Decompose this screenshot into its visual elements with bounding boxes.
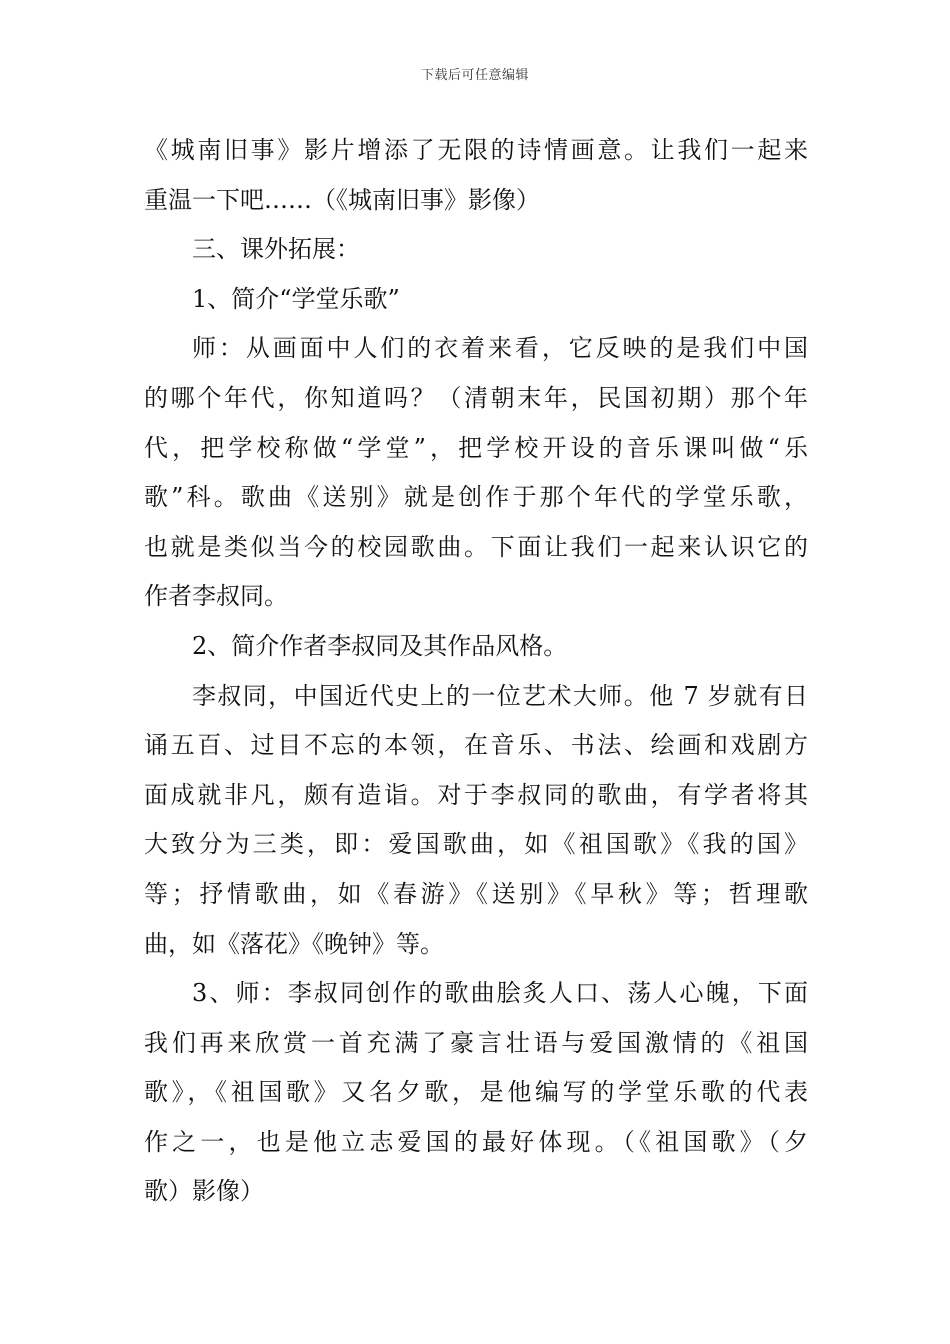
text-line: 歌》，《祖国歌》又名夕歌，是他编写的学堂乐歌的代表 [144,1078,808,1107]
page-header: 下载后可任意编辑 [420,68,529,83]
text-line: 师：从画面中人们的衣着来看，它反映的是我们中国 [192,334,808,363]
text-line: 的哪个年代，你知道吗？（清朝末年，民国初期）那个年 [144,383,808,412]
text-line: 重温一下吧……（《城南旧事》影像） [144,185,540,214]
list-item-heading [144,622,808,672]
text-line: 《城南旧事》影片增添了无限的诗情画意。让我们一起来 [144,136,808,164]
text-line: 面成就非凡，颇有造诣。对于李叔同的歌曲，有学者将其 [144,780,808,809]
paragraph [144,126,808,225]
text-line: 也就是类似当今的校园歌曲。下面让我们一起来认识它的 [144,532,808,561]
paragraph [144,969,808,1217]
text-line: 代，把学校称做“学堂”，把学校开设的音乐课叫做“乐 [144,433,808,462]
text-line: 诵五百、过目不忘的本领，在音乐、书法、绘画和戏剧方 [144,731,808,760]
text-line: 曲，如《落花》《晚钟》等。 [144,929,444,958]
paragraph [144,672,808,970]
text-line: 等；抒情歌曲，如《春游》《送别》《早秋》等；哲理歌 [144,879,808,908]
text-line: 李叔同，中国近代史上的一位艺术大师。他 7 岁就有日 [192,681,808,710]
text-line: 3、师：李叔同创作的歌曲脍炙人口、荡人心魄，下面 [192,979,808,1008]
text-line: 1、简介“学堂乐歌” [192,284,400,313]
section-heading [144,225,808,275]
text-line: 作者李叔同。 [144,582,288,611]
text-line: 我们再来欣赏一首充满了豪言壮语与爱国激情的《祖国 [144,1028,808,1057]
text-line: 歌）影像） [144,1177,264,1206]
paragraph [144,324,808,622]
text-line: 大致分为三类，即：爱国歌曲，如《祖国歌》《我的国》 [144,830,808,859]
text-line: 2、简介作者李叔同及其作品风格。 [192,631,568,660]
text-line: 歌”科。歌曲《送别》就是创作于那个年代的学堂乐歌， [144,483,808,512]
list-item-heading [144,275,808,325]
text-line: 三、课外拓展： [192,235,360,264]
text-line: 作之一，也是他立志爱国的最好体现。（《祖国歌》（夕 [144,1127,808,1156]
document-body [144,126,808,1217]
